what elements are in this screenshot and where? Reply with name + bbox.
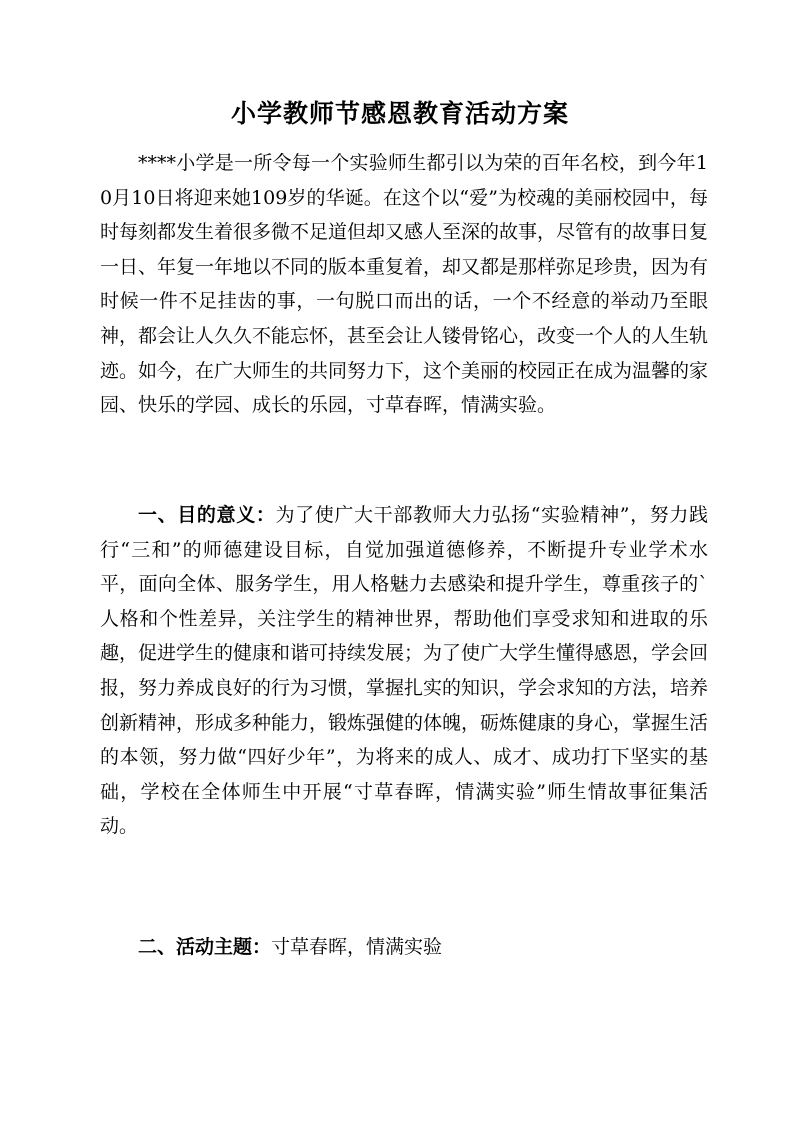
intro-paragraph: ****小学是一所令每一个实验师生都引以为荣的百年名校，到今年10月10日将迎来她109岁的华诞。在这个以“爱”为校魂的美丽校园中，每时每刻都发生着很多微不足道但却又感人至深的故事，尽管有的故事日复一日、年复一年地以不同的版本重复着，却又都是那样弥足珍贵，因为有时候一件不足挂齿的事，一句脱口而出的话，一个不经意的举动乃至眼神，都会让人久久不能忘怀，甚至会让人镂骨铭心，改变一个人的人生轨迹。如今，在广大师生的共同努力下，这个美丽的校园正在成为温馨的家园、快乐的学园、成长的乐园，寸草春晖，情满实验。 (100, 152, 709, 417)
section-purpose-body: 为了使广大干部教师大力弘扬“实验精神”，努力践行“三和”的师德建设目标，自觉加强道德修养，不断提升专业学术水平，面向全体、服务学生，用人格魅力去感染和提升学生，尊重孩子的`人格和个性差异，关注学生的精神世界，帮助他们享受求知和进取的乐趣，促进学生的健康和谐可持续发展；为了使广大学生懂得感恩，学会回报，努力养成良好的行为习惯，掌握扎实的知识，学会求知的方法，培养创新精神，形成多种能力，锻炼强健的体魄，砺炼健康的身心，掌握生活的本领，努力做“四好少年”，为将来的成人、成才、成功打下坚实的基础，学校在全体师生中开展“寸草春晖，情满实验”师生情故事征集活动。 (100, 504, 709, 838)
document-title: 小学教师节感恩教育活动方案 (230, 99, 569, 128)
section-theme (100, 930, 708, 965)
section-theme-body: 寸草春晖，情满实验 (271, 936, 443, 958)
section-purpose-heading: 一、目的意义： (138, 504, 276, 526)
section-purpose (100, 498, 708, 844)
section-theme-heading: 二、活动主题： (138, 936, 272, 958)
